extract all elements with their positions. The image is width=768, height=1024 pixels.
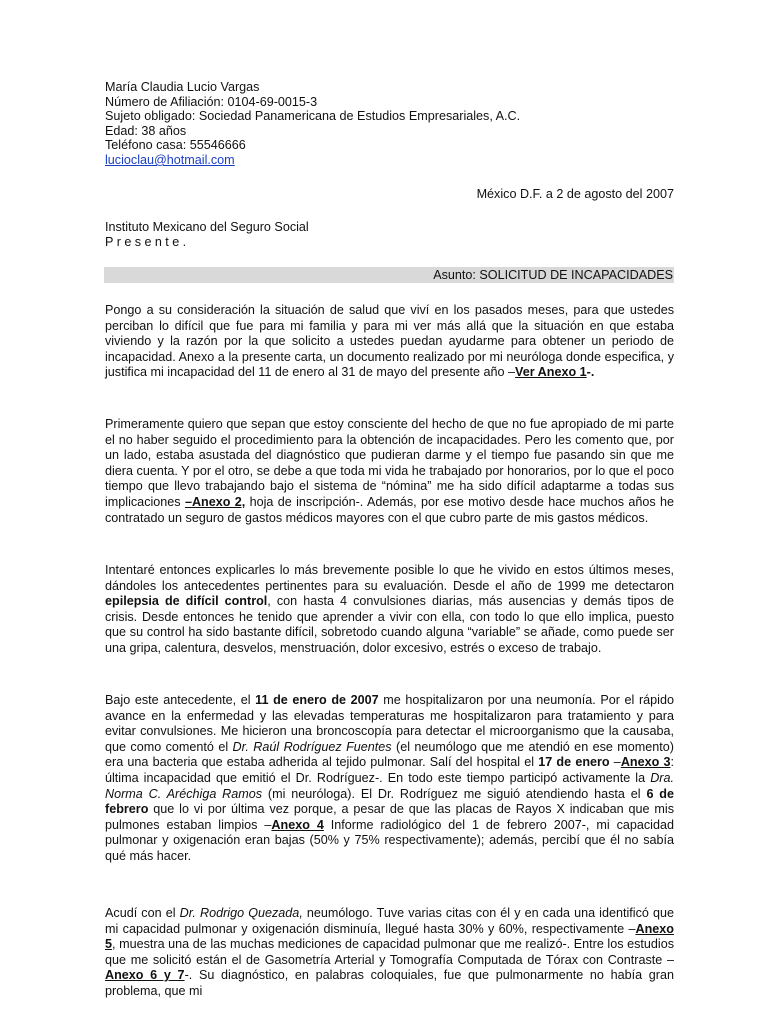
p4-text-6: (mi neuróloga). El Dr. Rodríguez me siguió atendiendo hasta el xyxy=(262,786,647,801)
obligated-subject: Sujeto obligado: Sociedad Panamericana de Estudios Empresariales, A.C. xyxy=(105,109,521,124)
doctor-arechiga: Dra. Norma C. Aréchiga Ramos xyxy=(105,770,674,801)
p2-text: Primeramente quiero que sepan que estoy consciente del hecho de que no fue apropiado de mi parte el no haber seguido el procedimiento para la obtención de incapacidades. Pero les comento que, por un lado, estaba asustada del diagnóstico que pudieran darme y el tiempo fue pasando sin que me diera cuenta. Y por el otro, se debe a que toda mi vida he trabajado por honorarios, por lo que el poco tiempo que llevo trabajando bajo el sistema de “nómina” me ha sido difícil adaptarme a todas sus implicaciones xyxy=(105,417,674,509)
p1-end: -. xyxy=(586,365,595,380)
p4-text-8: Informe radiológico del 1 de febrero 2007-, mi capacidad pulmonar y oxigenación eran bajas (50% y 75% respectivamente); además, percibí que él no sabía qué más hacer. xyxy=(105,817,674,863)
paragraph-2 xyxy=(105,417,674,526)
p3-text-end: , con hasta 4 convulsiones diarias, más ausencias y demás tipos de crisis. Desde entonces he tenido que aprender a vivir con ella, con todo lo que ello implica, puesto que su control ha sido bastante difícil, sobretodo cuando alguna “variable” se añade, como puede ser una gripa, calentura, desvelos, menstruación, dolor excesivo, estrés o exceso de trabajo. xyxy=(105,594,675,655)
epilepsy-bold: epilepsia de difícil control xyxy=(105,594,268,609)
p4-text-5: : última incapacidad que emitió el Dr. Rodríguez-. En todo este tiempo participó activamente la xyxy=(105,755,674,785)
p2-text-end: hoja de inscripción-. Además, por ese motivo desde hace muchos años he contratado un seguro de gastos médicos mayores con el que cubro parte de mis gastos médicos. xyxy=(105,494,674,525)
paragraph-3 xyxy=(105,563,674,657)
p5-text-2: neumólogo. Tuve varias citas con él y en cada una identificó que mi capacidad pulmonar y oxigenación disminuía, llegué hasta 30% y 60%, respectivamente – xyxy=(105,906,674,936)
sender-age: Edad: 38 años xyxy=(105,123,187,138)
p4-text-2: me hospitalizaron por una neumonía. Por el rápido avance en la enfermedad y las elevadas temperaturas me hospitalizaron para tratamiento y para evitar convulsiones. Me hicieron una broncoscopía para detectar el microorganismo que la causaba, que como comentó el xyxy=(105,693,674,754)
date-line: México D.F. a 2 de agosto del 2007 xyxy=(476,187,674,201)
date-jan-17: 17 de enero xyxy=(538,755,610,770)
subject-bar xyxy=(104,267,674,283)
home-phone: Teléfono casa: 55546666 xyxy=(105,138,246,153)
annex-1-ref: Ver Anexo 1 xyxy=(515,365,587,380)
date-jan-11: 11 de enero de 2007 xyxy=(255,693,379,707)
subject-text: Asunto: SOLICITUD DE INCAPACIDADES xyxy=(433,268,673,282)
paragraph-5 xyxy=(105,906,674,1000)
email-link[interactable]: lucioclau@hotmail.com xyxy=(105,152,235,167)
p5-text-3: , muestra una de las muchas mediciones de capacidad pulmonar que me realizó-. Entre los estudios que me solicitó están el de Gasometría Arterial y Tomografía Computada de Tórax con Contraste – xyxy=(105,937,674,967)
sender-block xyxy=(105,80,520,168)
p1-text: Pongo a su consideración la situación de salud que viví en los pasados meses, para que ustedes perciban lo difícil que fue para mi familia y para mi ver más allá que la situación en que estaba viviendo y la razón por la que solicito a ustedes puedan ayudarme para obtener un periodo de incapacidad. Anexo a la presente carta, un documento realizado por mi neuróloga donde especifica, y justifica mi incapacidad del 11 de enero al 31 de mayo del presente año – xyxy=(105,303,674,380)
doctor-rodriguez: Dr. Raúl Rodríguez Fuentes xyxy=(232,739,392,754)
annex-2-ref: –Anexo 2, xyxy=(184,494,246,509)
p5-text-1: Acudí con el xyxy=(105,906,180,920)
annex-5-ref: Anexo 5 xyxy=(105,921,674,952)
sender-name: María Claudia Lucio Vargas xyxy=(105,80,260,94)
doctor-quezada: Dr. Rodrigo Quezada, xyxy=(179,906,303,920)
annex-6-7-ref: Anexo 6 y 7 xyxy=(105,968,185,983)
p4-text-4: – xyxy=(609,755,621,770)
presente-line: Presente. xyxy=(105,235,190,249)
paragraph-4 xyxy=(105,693,674,865)
p5-text-4: -. Su diagnóstico, en palabras coloquiales, fue que pulmonarmente no había gran problema, que mi xyxy=(105,968,674,998)
p4-text-3: (el neumólogo que me atendió en ese momento) era una bacteria que estaba adherida al tejido pulmonar. Salí del hospital el xyxy=(105,739,674,770)
recipient-block xyxy=(105,220,309,250)
p3-text: Intentaré entonces explicarles lo más brevemente posible lo que he vivido en estos últimos meses, dándoles los antecedentes pertinentes para su evaluación. Desde el año de 1999 me detectaron xyxy=(105,563,674,593)
annex-4-ref: Anexo 4 xyxy=(271,817,324,832)
p4-text-1: Bajo este antecedente, el xyxy=(105,693,256,707)
annex-3-ref: Anexo 3 xyxy=(620,755,671,770)
affiliation-number: Número de Afiliación: 0104-69-0015-3 xyxy=(105,94,318,109)
paragraph-1 xyxy=(105,303,674,381)
p4-text-7: que lo vi por última vez porque, a pesar de que las placas de Rayos X indicaban que mis pulmones estaban limpios – xyxy=(105,802,674,832)
date-feb-6: 6 de febrero xyxy=(105,786,674,817)
recipient-institution: Instituto Mexicano del Seguro Social xyxy=(105,220,309,234)
